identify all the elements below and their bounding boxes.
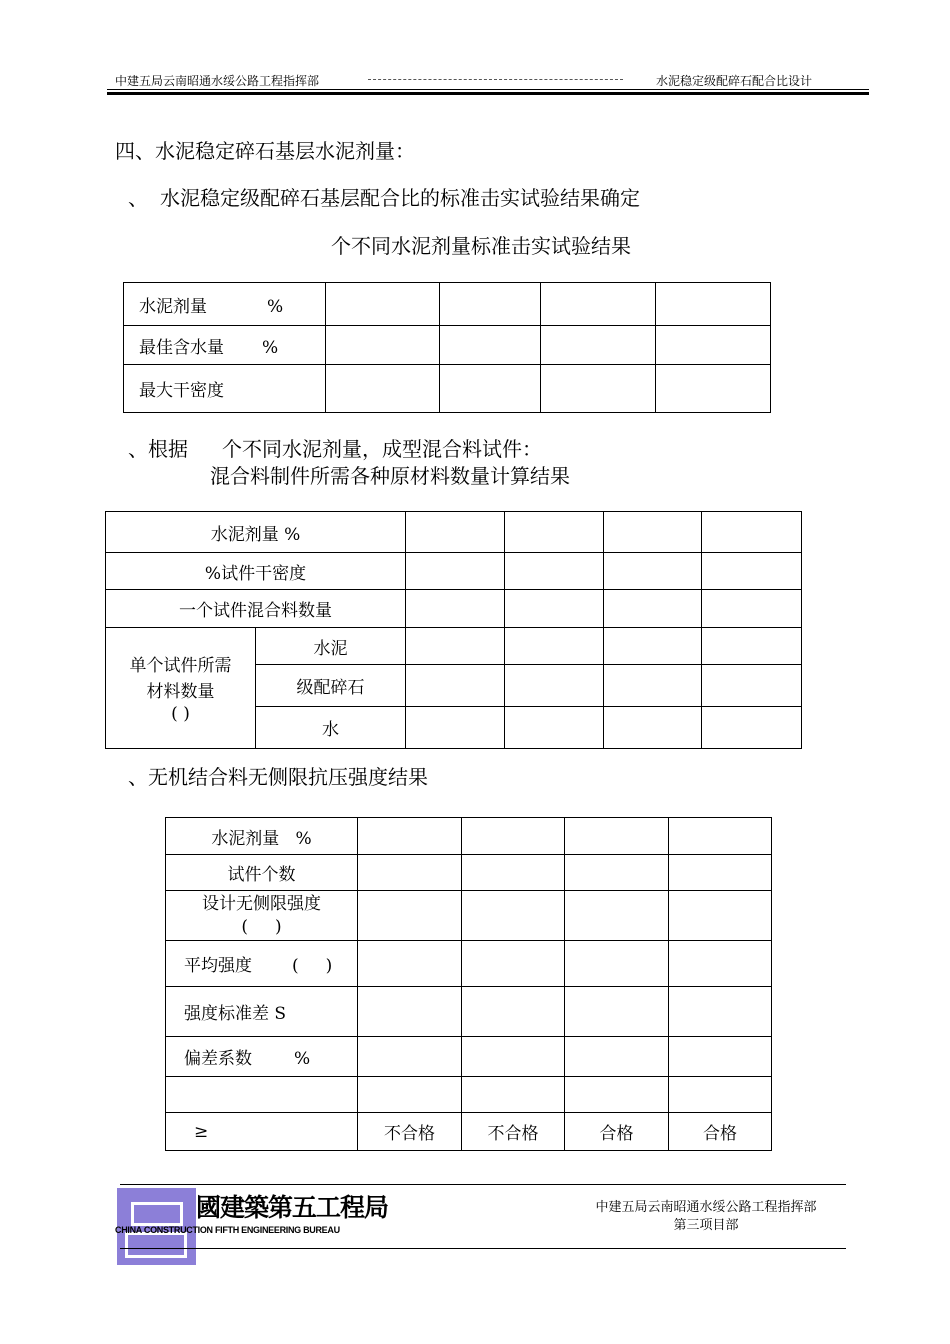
table-cell <box>326 326 440 365</box>
company-name-cn: 國建築第五工程局 <box>196 1193 389 1222</box>
table-cell <box>565 987 669 1037</box>
table-cell <box>406 665 505 707</box>
compaction-results-table <box>123 282 771 413</box>
row-label <box>166 941 358 987</box>
footer-rule-top <box>120 1184 846 1185</box>
table-cell <box>702 628 802 665</box>
row-label: ≥ <box>166 1113 358 1151</box>
table2-caption: 混合料制件所需各种原材料数量计算结果 <box>210 464 570 488</box>
table-cell <box>358 941 462 987</box>
row-label <box>166 1037 358 1077</box>
table-cell <box>505 707 604 749</box>
table-cell <box>462 987 565 1037</box>
table-row <box>166 891 772 941</box>
table-cell <box>541 283 656 326</box>
result-cell: 不合格 <box>462 1113 565 1151</box>
table-row <box>166 855 772 891</box>
table-cell <box>406 707 505 749</box>
sub-row-label: 水 <box>256 707 406 749</box>
footer-rule-bottom <box>120 1248 846 1249</box>
table-cell <box>462 1077 565 1113</box>
table-cell <box>440 283 541 326</box>
table-cell <box>358 818 462 855</box>
header-right-text: 水泥稳定级配碎石配合比设计 <box>655 74 812 88</box>
header-rule-thin <box>107 89 869 90</box>
table-cell <box>669 891 772 941</box>
table-cell <box>462 891 565 941</box>
row-label: 试件个数 <box>166 855 358 891</box>
table-row <box>106 628 802 665</box>
table1-caption: 个不同水泥剂量标准击实试验结果 <box>331 234 631 258</box>
table-cell <box>541 365 656 413</box>
item1-marker: 、 <box>128 186 148 210</box>
table-cell <box>462 855 565 891</box>
table-cell <box>326 365 440 413</box>
header-dashed-leader <box>368 79 623 80</box>
logo-mark-upper <box>131 1202 183 1226</box>
table-cell <box>669 1037 772 1077</box>
footer-right-line2: 第三项目部 <box>673 1218 739 1233</box>
table-cell <box>440 326 541 365</box>
row-label: 水泥剂量 % <box>106 512 406 553</box>
row-label-line: 设计无侧限强度 <box>202 893 321 914</box>
table-cell <box>406 512 505 553</box>
table-cell <box>358 891 462 941</box>
table-cell <box>505 665 604 707</box>
table-cell <box>505 590 604 628</box>
table-row <box>124 283 771 326</box>
table-cell <box>565 1077 669 1113</box>
table-cell <box>462 1037 565 1077</box>
table-cell <box>565 818 669 855</box>
group-label-line: ( ) <box>171 704 190 724</box>
table-cell <box>669 941 772 987</box>
table-cell <box>604 590 702 628</box>
group-label-line: 材料数量 <box>146 682 215 702</box>
table-cell <box>656 326 771 365</box>
section-title: 四、水泥稳定碎石基层水泥剂量： <box>115 139 415 163</box>
row-label-text: 偏差系数 <box>184 1049 252 1069</box>
table-cell <box>505 512 604 553</box>
table-cell <box>604 553 702 590</box>
table-cell <box>565 1037 669 1077</box>
row-label-text: 平均强度 <box>184 956 252 976</box>
table-row <box>166 987 772 1037</box>
table-row <box>166 1037 772 1077</box>
table-cell <box>406 590 505 628</box>
table-cell <box>656 365 771 413</box>
table-cell <box>604 665 702 707</box>
logo-mark-lower <box>125 1232 187 1258</box>
group-label-line: 单个试件所需 <box>129 656 232 676</box>
table-row <box>106 553 802 590</box>
strength-results-table <box>165 817 772 1151</box>
row-unit: % <box>267 296 284 317</box>
row-label: 一个试件混合料数量 <box>106 590 406 628</box>
row-label <box>166 891 358 941</box>
table-cell <box>541 326 656 365</box>
table-cell <box>669 818 772 855</box>
table-cell <box>358 855 462 891</box>
header-rule-thick <box>107 92 869 95</box>
table-cell <box>358 1077 462 1113</box>
row-unit: % <box>262 337 279 358</box>
result-cell: 合格 <box>669 1113 772 1151</box>
table-cell <box>669 1077 772 1113</box>
table-row <box>106 590 802 628</box>
table-row <box>106 512 802 553</box>
table-cell <box>462 941 565 987</box>
table-row <box>166 1077 772 1113</box>
row-label-line: ( ) <box>241 916 282 937</box>
row-label-text: 水泥剂量 <box>139 296 207 317</box>
company-name-en: CHINA CONSTRUCTION FIFTH ENGINEERING BUREAU <box>115 1225 340 1235</box>
row-label-text: 最佳含水量 <box>139 337 224 358</box>
strength-section-title: 、无机结合料无侧限抗压强度结果 <box>128 765 428 789</box>
item1-text: 水泥稳定级配碎石基层配合比的标准击实试验结果确定 <box>160 186 640 210</box>
row-label <box>124 365 326 413</box>
materials-quantity-table <box>105 511 802 749</box>
table-cell <box>702 590 802 628</box>
basis-line1-prefix: 、根据 <box>128 437 188 461</box>
table-cell <box>358 1037 462 1077</box>
result-cell: 不合格 <box>358 1113 462 1151</box>
footer-right-line1: 中建五局云南昭通水绥公路工程指挥部 <box>595 1200 817 1215</box>
table-cell <box>406 553 505 590</box>
table-row <box>124 326 771 365</box>
sub-row-label: 水泥 <box>256 628 406 665</box>
result-cell: 合格 <box>565 1113 669 1151</box>
group-label <box>106 628 256 749</box>
table-cell <box>440 365 541 413</box>
table-cell <box>358 987 462 1037</box>
table-cell <box>565 941 669 987</box>
row-unit: % <box>294 1049 311 1069</box>
table-row <box>166 941 772 987</box>
table-cell <box>669 855 772 891</box>
table-cell <box>702 707 802 749</box>
table-cell <box>406 628 505 665</box>
row-label-text: 最大干密度 <box>139 381 224 401</box>
table-row <box>166 1113 772 1151</box>
sub-row-label: 级配碎石 <box>256 665 406 707</box>
table-row <box>166 818 772 855</box>
row-unit: ( ) <box>292 956 333 976</box>
table-cell <box>326 283 440 326</box>
row-label <box>166 1077 358 1113</box>
table-cell <box>656 283 771 326</box>
table-cell <box>565 891 669 941</box>
row-label <box>124 326 326 365</box>
row-label: 强度标准差 S <box>166 987 358 1037</box>
table-cell <box>604 628 702 665</box>
row-label <box>124 283 326 326</box>
basis-line1-suffix: 个不同水泥剂量，成型混合料试件： <box>222 437 542 461</box>
table-cell <box>462 818 565 855</box>
table-cell <box>505 628 604 665</box>
table-cell <box>702 553 802 590</box>
table-cell <box>669 987 772 1037</box>
table-cell <box>702 512 802 553</box>
table-cell <box>604 707 702 749</box>
table-row <box>124 365 771 413</box>
header-left-text: 中建五局云南昭通水绥公路工程指挥部 <box>115 74 320 88</box>
table-cell <box>702 665 802 707</box>
row-label: 水泥剂量 % <box>166 818 358 855</box>
row-label: %试件干密度 <box>106 553 406 590</box>
table-cell <box>505 553 604 590</box>
table-cell <box>604 512 702 553</box>
table-cell <box>565 855 669 891</box>
